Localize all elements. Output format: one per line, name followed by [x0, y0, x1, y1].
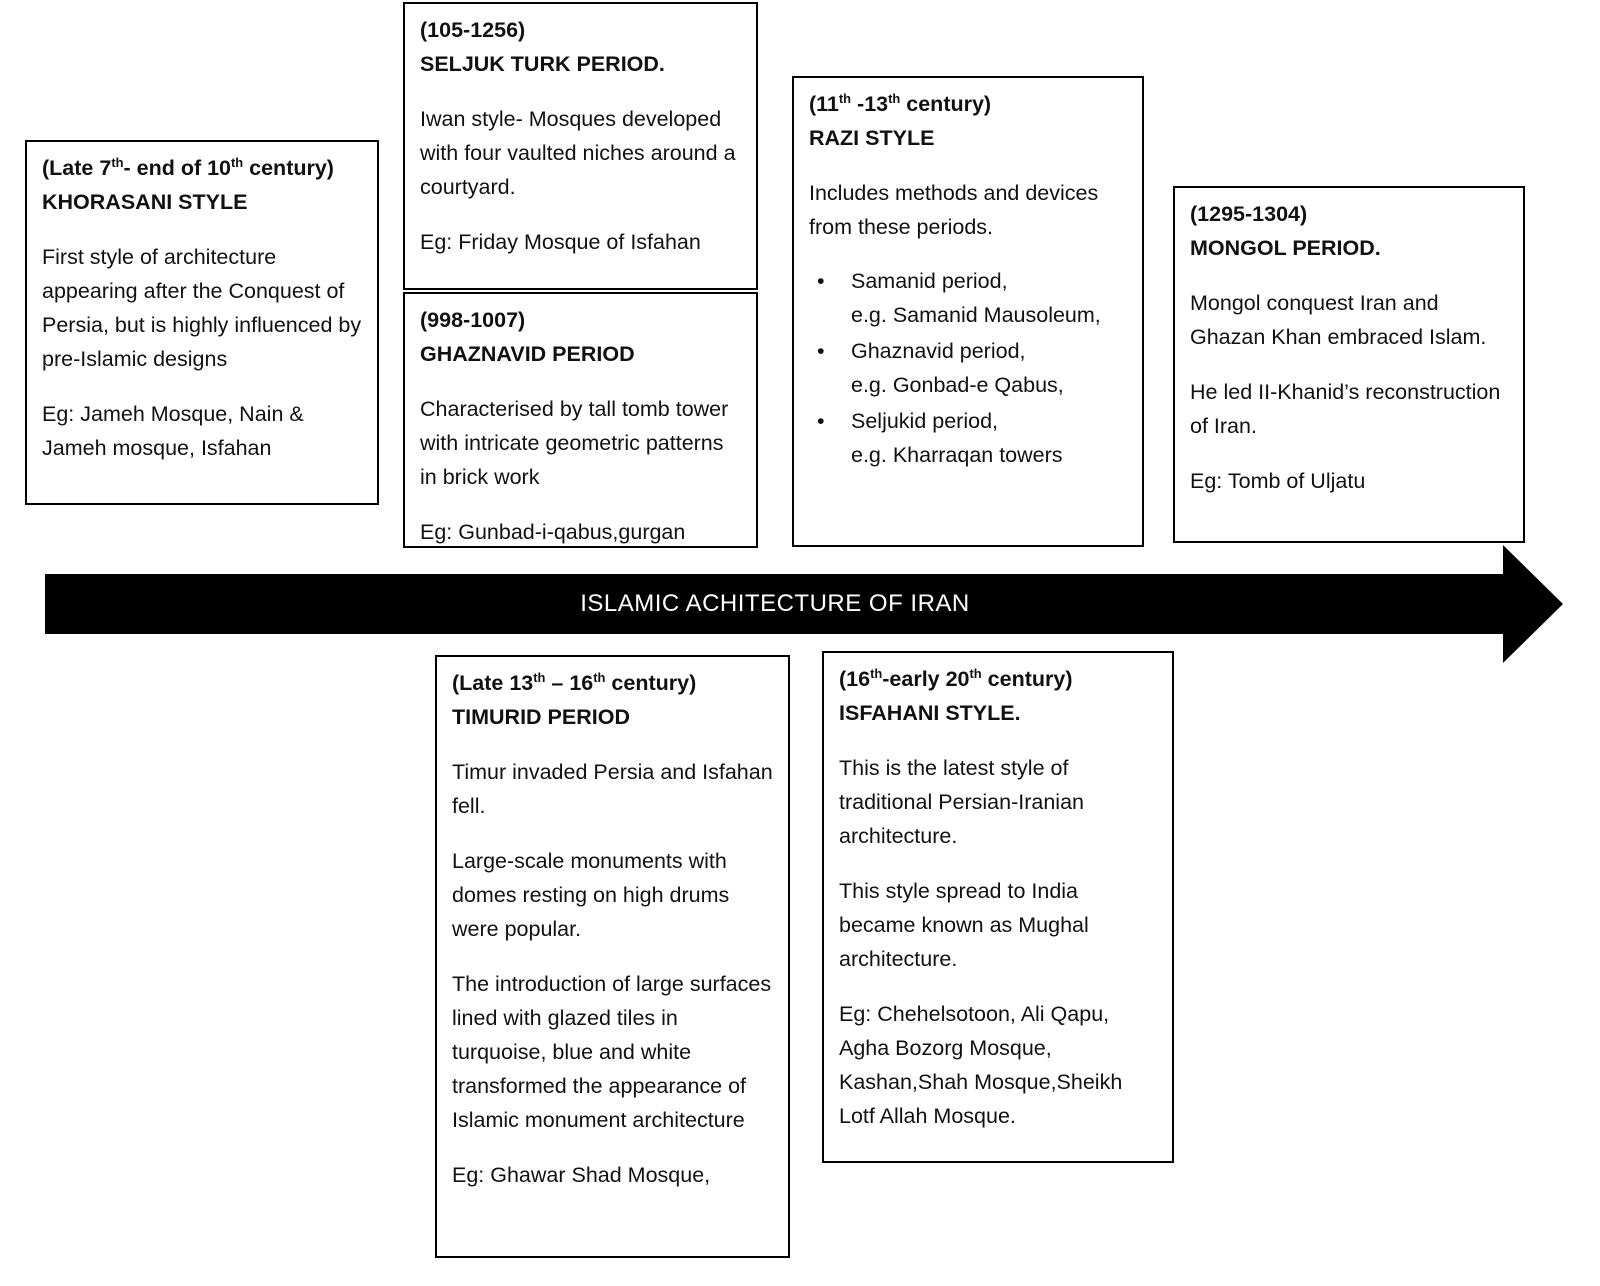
razi-period-name: Samanid period, — [851, 268, 1008, 293]
ghaznavid-description: Characterised by tall tomb tower with intricate geometric patterns in brick work — [420, 396, 729, 489]
mongol-examples: Eg: Tomb of Uljatu — [1190, 468, 1366, 493]
isfahani-title: ISFAHANI STYLE. — [839, 700, 1021, 725]
razi-period-name: Ghaznavid period, — [851, 338, 1026, 363]
list-item — [817, 405, 1127, 473]
bullet-icon: • — [817, 338, 825, 363]
razi-date: (11th -13th century) — [809, 90, 992, 116]
isfahani-date: (16th-early 20th century) — [839, 665, 1073, 691]
isfahani-description: This is the latest style of traditional Persian-Iranian architecture. — [839, 755, 1084, 848]
razi-period-name: Seljukid period, — [851, 408, 999, 433]
bullet-icon: • — [817, 268, 825, 293]
seljuk-title: SELJUK TURK PERIOD. — [420, 51, 665, 76]
mongol-description-2: He led II-Khanid’s reconstruction of Iran. — [1190, 379, 1501, 438]
isfahani-examples: Eg: Chehelsotoon, Ali Qapu, Agha Bozorg Mosque, Kashan,Shah Mosque,Sheikh Lotf Allah Mosque. — [839, 1001, 1123, 1128]
razi-style-box — [792, 76, 1144, 547]
timurid-title: TIMURID PERIOD — [452, 704, 630, 729]
ghaznavid-examples: Eg: Gunbad-i-qabus,gurgan — [420, 519, 686, 544]
timurid-period-box — [435, 655, 790, 1258]
razi-period-example: e.g. Gonbad-e Qabus, — [851, 372, 1064, 397]
khorasani-date: (Late 7th- end of 10th century) — [42, 154, 334, 180]
khorasani-style-box — [25, 140, 379, 505]
khorasani-title: KHORASANI STYLE — [42, 189, 248, 214]
khorasani-description: First style of architecture appearing after the Conquest of Persia, but is highly influenced by pre-Islamic designs — [42, 244, 362, 371]
isfahani-style-box — [822, 651, 1174, 1163]
mongol-period-box — [1173, 186, 1525, 543]
bullet-icon: • — [817, 408, 825, 433]
razi-period-example: e.g. Samanid Mausoleum, — [851, 302, 1101, 327]
list-item — [817, 335, 1127, 403]
khorasani-examples: Eg: Jameh Mosque, Nain & Jameh mosque, Isfahan — [42, 401, 304, 460]
seljuk-description: Iwan style- Mosques developed with four vaulted niches around a courtyard. — [420, 106, 736, 199]
timurid-description-3: The introduction of large surfaces lined with glazed tiles in turquoise, blue and white transformed the appearance of Islamic monument architecture — [452, 971, 772, 1132]
list-item — [817, 265, 1127, 333]
razi-title: RAZI STYLE — [809, 125, 935, 150]
ghaznavid-date: (998-1007) — [420, 308, 526, 332]
timurid-description-2: Large-scale monuments with domes resting on high drums were popular. — [452, 848, 730, 941]
timurid-date: (Late 13th – 16th century) — [452, 669, 697, 695]
razi-period-list — [809, 265, 1127, 473]
timurid-examples: Eg: Ghawar Shad Mosque, — [452, 1162, 711, 1187]
ghaznavid-period-box — [403, 292, 758, 548]
mongol-title: MONGOL PERIOD. — [1190, 235, 1381, 260]
ghaznavid-title: GHAZNAVID PERIOD — [420, 341, 635, 366]
seljuk-examples: Eg: Friday Mosque of Isfahan — [420, 229, 701, 254]
mongol-description: Mongol conquest Iran and Ghazan Khan embraced Islam. — [1190, 290, 1487, 349]
timeline-arrow — [45, 574, 1505, 634]
razi-period-example: e.g. Kharraqan towers — [851, 442, 1063, 467]
seljuk-turk-period-box — [403, 2, 758, 290]
timeline-arrow-label: ISLAMIC ACHITECTURE OF IRAN — [580, 590, 970, 617]
mongol-date: (1295-1304) — [1190, 202, 1308, 226]
seljuk-date: (105-1256) — [420, 18, 526, 42]
arrow-head-icon — [1503, 545, 1563, 663]
isfahani-description-2: This style spread to India became known as Mughal architecture. — [839, 878, 1089, 971]
razi-intro: Includes methods and devices from these periods. — [809, 180, 1099, 239]
timurid-description: Timur invaded Persia and Isfahan fell. — [452, 759, 773, 818]
